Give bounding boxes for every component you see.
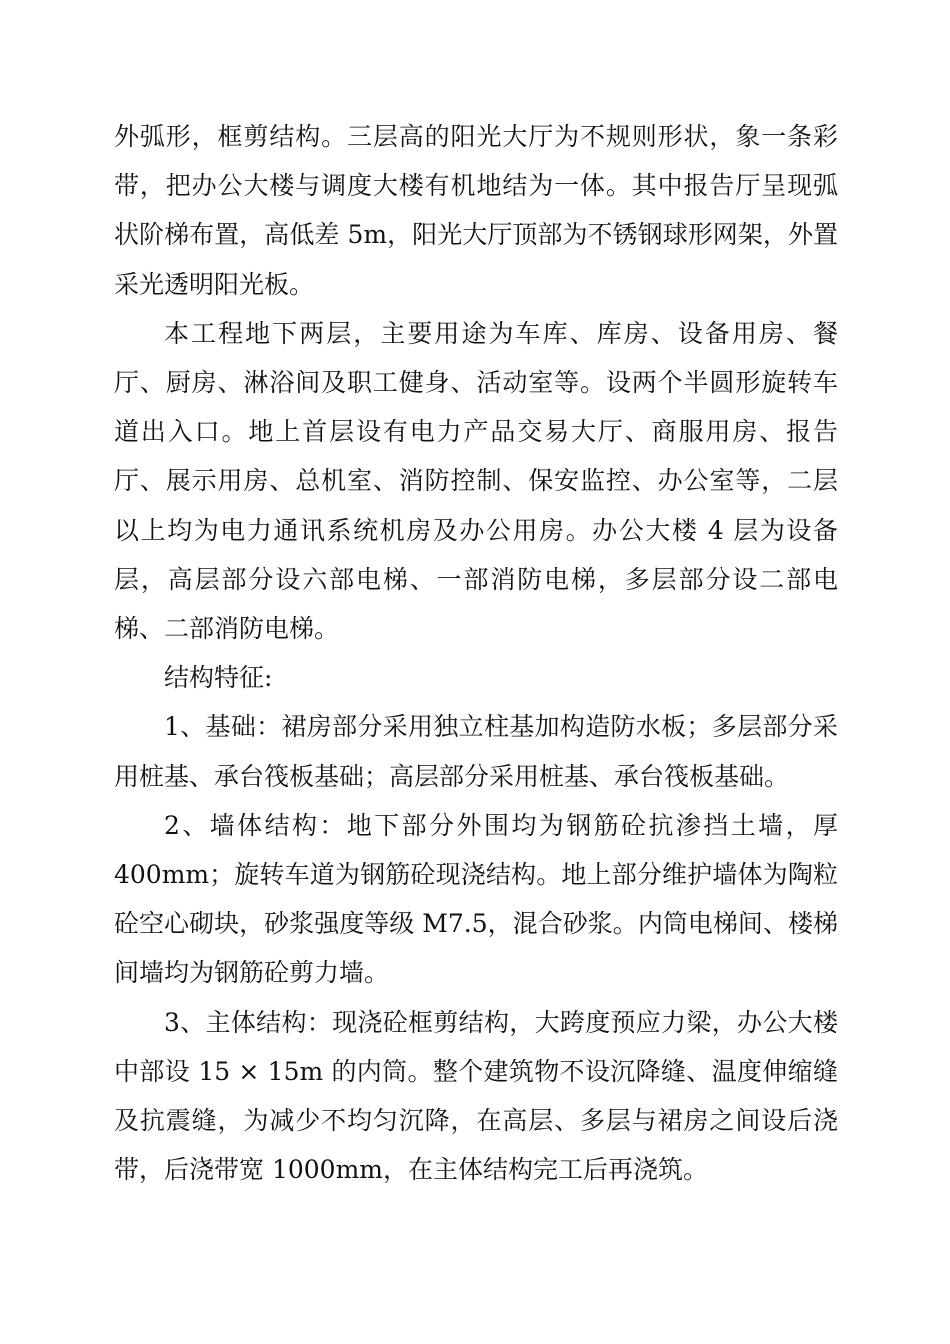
paragraph-building-description: 外弧形，框剪结构。三层高的阳光大厅为不规则形状，象一条彩带，把办公大楼与调度大楼有机地结为一体。其中报告厅呈现弧状阶梯布置，高低差 5m，阳光大厅顶部为不锈钢球形网架，外置采光透明阳光板。 bbox=[114, 122, 838, 299]
paragraph-wall-structure: 2、墙体结构：地下部分外围均为钢筋砼抗渗挡土墙，厚 400mm；旋转车道为钢筋砼现浇结构。地上部分维护墙体为陶粒砼空心砌块，砂浆强度等级 M7.5，混合砂浆。内筒电梯间、楼梯间墙均为钢筋砼剪力墙。 bbox=[114, 810, 838, 988]
paragraph-main-structure: 3、主体结构：现浇砼框剪结构，大跨度预应力梁，办公大楼中部设 15 × 15m 的内筒。整个建筑物不设沉降缝、温度伸缩缝及抗震缝，为减少不均匀沉降，在高层、多层与裙房之间设后浇带，后浇带宽 1000mm，在主体结构完工后再浇筑。 bbox=[114, 1007, 838, 1185]
paragraph-underground-usage: 本工程地下两层，主要用途为车库、库房、设备用房、餐厅、厨房、淋浴间及职工健身、活动室等。设两个半圆形旋转车道出入口。地上首层设有电力产品交易大厅、商服用房、报告厅、展示用房、总机室、消防控制、保安监控、办公室等，二层以上均为电力通讯系统机房及办公用房。办公大楼 4 层为设备层，高层部分设六部电梯、一部消防电梯，多层部分设二部电梯、二部消防电梯。 bbox=[114, 318, 838, 644]
section-heading-structure: 结构特征: bbox=[164, 663, 273, 693]
paragraph-foundation: 1、基础：裙房部分采用独立柱基加构造防水板；多层部分采用桩基、承台筏板基础；高层部分采用桩基、承台筏板基础。 bbox=[114, 712, 838, 791]
document-body bbox=[114, 112, 838, 1194]
